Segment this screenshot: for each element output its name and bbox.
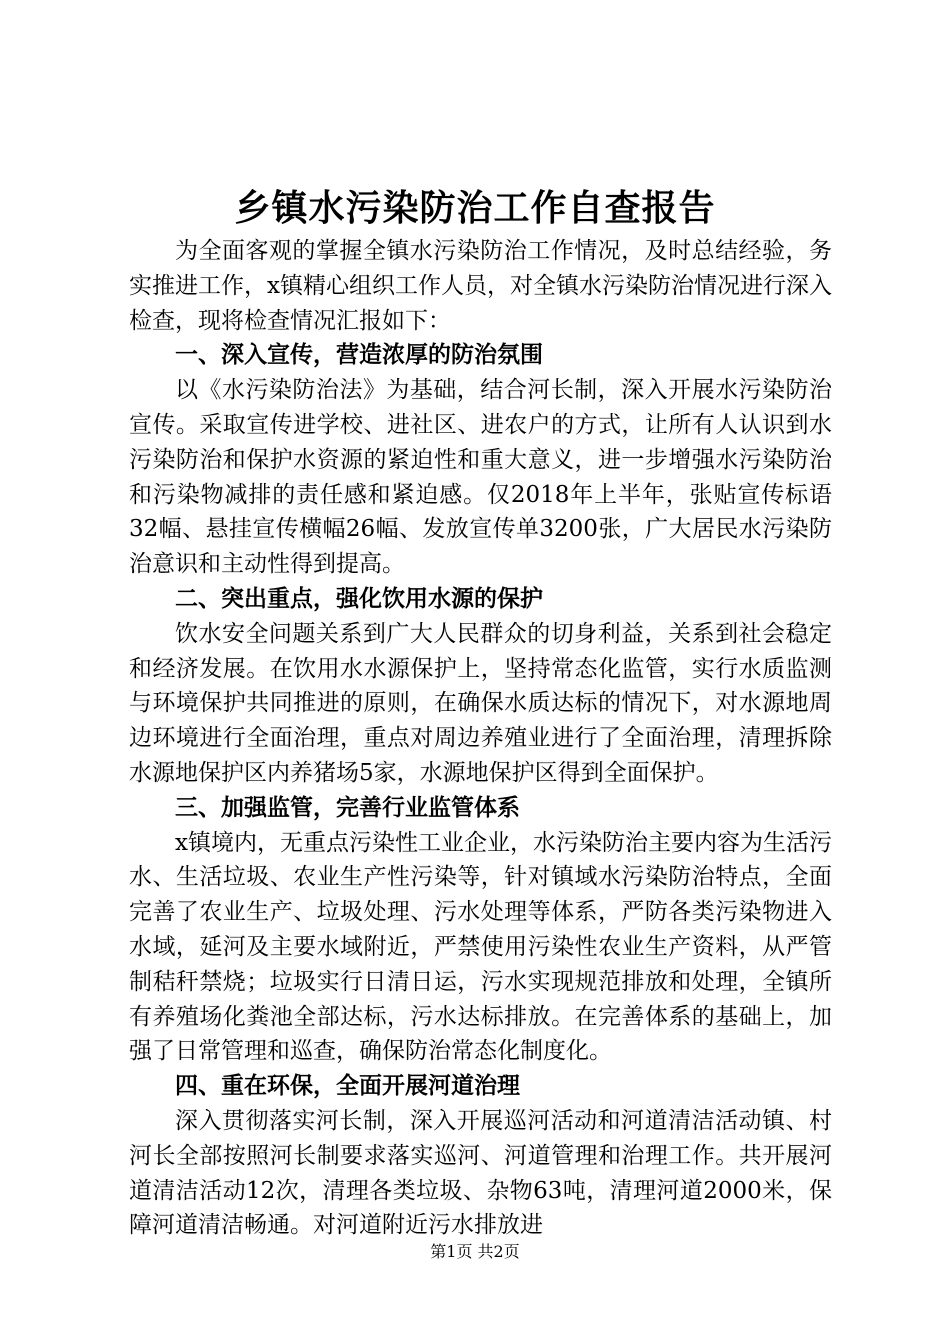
section-paragraph-2: 饮水安全问题关系到广大人民群众的切身利益，关系到社会稳定和经济发展。在饮用水水源保护上，坚持常态化监管，实行水质监测与环境保护共同推进的原则，在确保水质达标的情况下，对水源地周边环境进行全面治理，重点对周边养殖业进行了全面治理，清理拆除水源地保护区内养猪场5家，水源地保护区得到全面保护。 — [129, 620, 832, 786]
document-title: 乡镇水污染防治工作自查报告 — [234, 187, 716, 229]
section-paragraph-1: 以《水污染防治法》为基础，结合河长制，深入开展水污染防治宣传。采取宣传进学校、进社区、进农户的方式，让所有人认识到水污染防治和保护水资源的紧迫性和重大意义，进一步增强水污染防治和污染物减排的责任感和紧迫感。仅2018年上半年，张贴宣传标语32幅、悬挂宣传横幅26幅、发放宣传单3200张，广大居民水污染防治意识和主动性得到提高。 — [129, 377, 832, 578]
page-number-footer: 第1页 共2页 — [430, 1242, 520, 1261]
section-heading-1: 一、深入宣传，营造浓厚的防治氛围 — [175, 341, 543, 369]
section-heading-3: 三、加强监管，完善行业监管体系 — [175, 793, 520, 821]
document-body — [129, 234, 832, 1243]
section-heading-2: 二、突出重点，强化饮用水源的保护 — [175, 584, 543, 612]
section-heading-4: 四、重在环保，全面开展河道治理 — [175, 1072, 520, 1100]
section-paragraph-3: x镇境内，无重点污染性工业企业，水污染防治主要内容为生活污水、生活垃圾、农业生产性污染等，针对镇域水污染防治特点，全面完善了农业生产、垃圾处理、污水处理等体系，严防各类污染物进入水域，延河及主要水域附近，严禁使用污染性农业生产资料，从严管制秸秆禁烧；垃圾实行日清日运，污水实现规范排放和处理，全镇所有养殖场化粪池全部达标，污水达标排放。在完善体系的基础上，加强了日常管理和巡查，确保防治常态化制度化。 — [129, 829, 832, 1065]
intro-paragraph: 为全面客观的掌握全镇水污染防治工作情况，及时总结经验，务实推进工作，x镇精心组织工作人员，对全镇水污染防治情况进行深入检查，现将检查情况汇报如下： — [129, 238, 832, 334]
section-paragraph-4: 深入贯彻落实河长制，深入开展巡河活动和河道清洁活动镇、村河长全部按照河长制要求落实巡河、河道管理和治理工作。共开展河道清洁活动12次，清理各类垃圾、杂物63吨，清理河道2000米，保障河道清洁畅通。对河道附近污水排放进 — [129, 1107, 832, 1239]
